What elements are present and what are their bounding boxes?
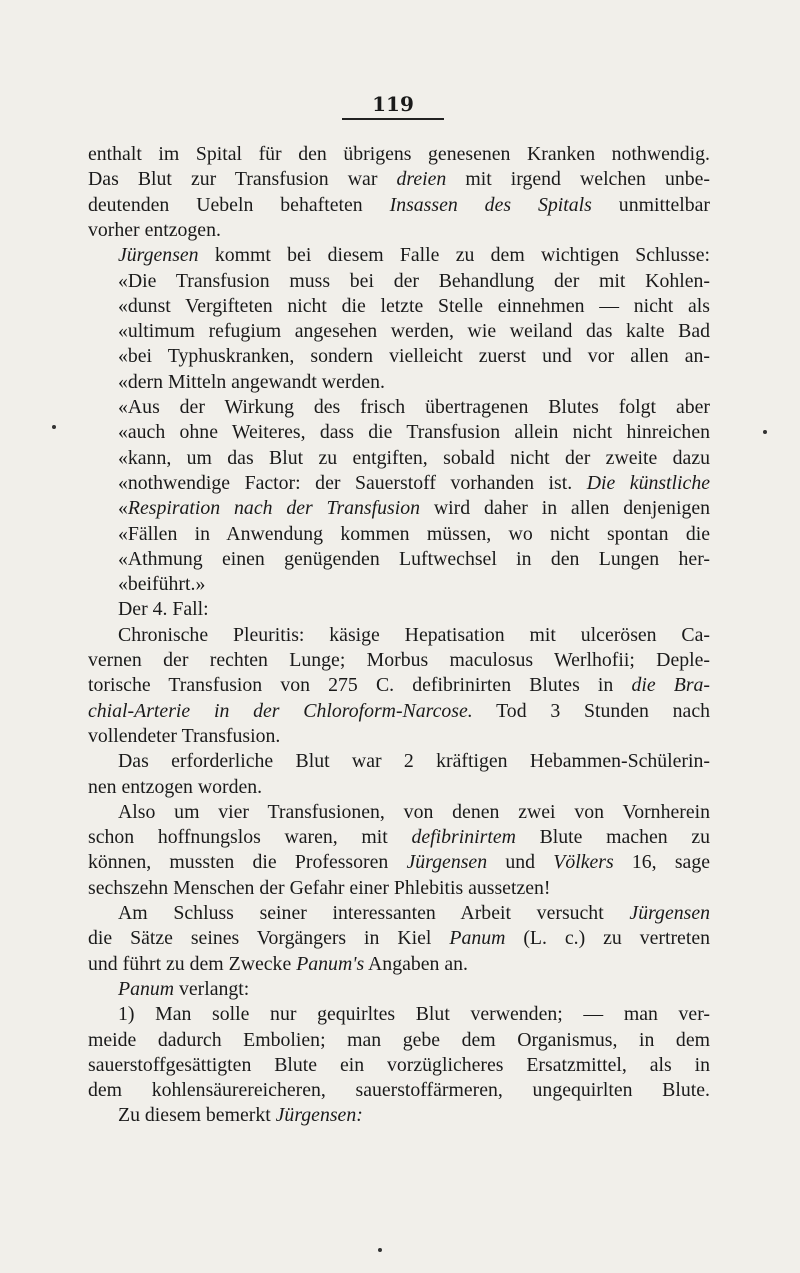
text-line — [88, 825, 710, 850]
text-line — [118, 977, 710, 1002]
text-segment: vorher entzogen. — [88, 218, 221, 241]
text-segment: können, mussten die Professoren — [88, 851, 407, 874]
text-line — [88, 775, 710, 800]
text-line — [118, 800, 710, 825]
text-segment: verlangt: — [174, 977, 250, 1000]
text-segment: die Sätze seines Vorgängers in Kiel — [88, 927, 450, 950]
print-speck — [378, 1248, 382, 1252]
text-segment: Zu diesem bemerkt — [118, 1104, 276, 1127]
italic-segment: Jürgensen: — [275, 1104, 363, 1127]
italic-segment: Panum — [449, 927, 506, 950]
italic-segment: Jürgensen — [629, 902, 710, 924]
text-segment: meide dadurch Embolien; man gebe dem Organismus, in dem — [88, 1028, 710, 1051]
italic-segment: chial-Arterie in der Chloroform-Narcose. — [88, 699, 473, 722]
italic-segment: Die künstliche — [586, 471, 710, 494]
text-line — [88, 876, 710, 901]
text-segment: «nothwendige Factor: der Sauerstoff vorhanden ist. — [118, 471, 587, 494]
italic-segment: dreien — [396, 168, 447, 191]
text-segment: «dunst Vergifteten nicht die letzte Stelle einnehmen — nicht als — [118, 294, 710, 317]
text-line — [118, 420, 710, 445]
text-segment: Am Schluss seiner interessanten Arbeit versucht — [118, 902, 630, 924]
text-line — [118, 294, 710, 319]
text-segment: «Aus der Wirkung des frisch übertragenen Blutes folgt aber — [118, 396, 710, 418]
text-segment: vernen der rechten Lunge; Morbus maculosus Werlhofii; Deple- — [88, 649, 710, 671]
italic-segment: Völkers — [553, 851, 614, 874]
text-segment: enthalt im Spital für den übrigens genesenen Kranken nothwendig. — [88, 143, 710, 165]
italic-segment: defibrinirtem — [411, 826, 516, 849]
text-segment: «dern Mitteln angewandt werden. — [118, 370, 385, 393]
text-segment: «auch ohne Weiteres, dass die Transfusion allein nicht hinreichen — [118, 421, 710, 444]
text-segment: wird daher in allen denjenigen — [420, 497, 710, 520]
text-segment: «kann, um das Blut zu entgiften, sobald nicht der zweite dazu — [118, 446, 710, 469]
text-line — [118, 471, 710, 496]
text-line — [88, 648, 710, 673]
text-line — [118, 547, 710, 572]
text-line — [88, 673, 710, 698]
text-line — [118, 749, 710, 774]
text-segment: «Die Transfusion muss bei der Behandlung der mit Kohlen- — [118, 269, 710, 292]
text-segment: mit irgend welchen unbe- — [446, 168, 710, 191]
text-line — [118, 319, 710, 344]
text-segment: kommt bei diesem Falle zu dem wichtigen Schlusse: — [198, 244, 710, 267]
text-line — [88, 926, 710, 951]
text-segment: Chronische Pleuritis: käsige Hepatisation mit ulcerösen Ca- — [118, 623, 710, 646]
text-segment: Also um vier Transfusionen, von denen zwei von Vornherein — [118, 800, 710, 823]
text-line — [118, 572, 710, 597]
text-line — [118, 344, 710, 369]
text-segment: 1) Man solle nur gequirltes Blut verwenden; — man ver- — [118, 1003, 710, 1026]
text-segment: und führt zu dem Zwecke — [88, 952, 297, 975]
text-segment: «Athmung einen genügenden Luftwechsel in den Lungen her- — [118, 547, 710, 570]
text-line — [118, 1103, 710, 1128]
italic-segment: Jürgensen — [118, 244, 199, 267]
text-segment: Das Blut zur Transfusion war — [88, 168, 397, 191]
text-segment: «bei Typhuskranken, sondern vielleicht zuerst und vor allen an- — [118, 345, 710, 368]
italic-segment: Jürgensen — [406, 851, 488, 874]
text-line — [118, 623, 710, 648]
text-segment: (L. c.) zu vertreten — [505, 927, 710, 950]
italic-segment: die Bra- — [631, 674, 710, 697]
text-segment: unmittelbar — [591, 193, 710, 216]
text-line — [118, 496, 710, 521]
italic-segment: Insassen des Spitals — [389, 193, 592, 216]
text-line — [88, 218, 710, 243]
text-segment: Der 4. Fall: — [118, 598, 209, 621]
text-line — [88, 850, 710, 875]
text-line — [88, 167, 710, 192]
text-line — [118, 901, 710, 926]
text-line — [118, 370, 710, 395]
text-segment: sechszehn Menschen der Gefahr einer Phlebitis aussetzen! — [88, 876, 551, 899]
text-segment: Blute machen zu — [515, 826, 710, 849]
text-line — [88, 1053, 710, 1078]
text-line — [88, 699, 710, 724]
italic-segment: Panum's — [296, 952, 365, 975]
text-segment: Das erforderliche Blut war 2 kräftigen Hebammen-Schülerin- — [118, 750, 710, 773]
text-line — [88, 724, 710, 749]
text-line — [118, 597, 710, 622]
text-segment: Angaben an. — [364, 952, 468, 975]
text-segment: schon hoffnungslos waren, mit — [88, 826, 412, 849]
text-segment: nen entzogen worden. — [88, 775, 263, 798]
text-segment: «ultimum refugium angesehen werden, wie weiland das kalte Bad — [118, 320, 710, 343]
text-line — [118, 1002, 710, 1027]
text-segment: dem kohlensäurereicheren, sauerstoffärmeren, ungequirlten Blute. — [88, 1079, 710, 1102]
text-line — [88, 1028, 710, 1053]
text-segment: 16, sage — [613, 851, 711, 874]
text-line — [88, 952, 710, 977]
text-segment: «beiführt.» — [118, 573, 206, 596]
text-line — [118, 243, 710, 268]
text-line — [88, 142, 710, 167]
italic-segment: Respiration nach der Transfusion — [127, 497, 420, 520]
text-line — [88, 1078, 710, 1103]
text-segment: « — [118, 497, 128, 520]
text-segment: torische Transfusion von 275 C. defibrinirten Blutes in — [88, 674, 632, 697]
italic-segment: Panum — [118, 977, 175, 1000]
text-line — [118, 522, 710, 547]
text-segment: und — [487, 851, 554, 874]
print-speck — [52, 425, 56, 429]
text-segment: sauerstoffgesättigten Blute ein vorzüglicheres Ersatzmittel, als in — [88, 1053, 710, 1076]
text-line — [88, 193, 710, 218]
print-speck — [763, 430, 767, 434]
text-line — [118, 269, 710, 294]
text-line — [118, 395, 710, 420]
text-segment: deutenden Uebeln behafteten — [88, 193, 390, 216]
text-segment: «Fällen in Anwendung kommen müssen, wo nicht spontan die — [118, 522, 710, 545]
text-line — [118, 446, 710, 471]
text-segment: vollendeter Transfusion. — [88, 724, 281, 747]
page-number: 119 — [342, 92, 444, 120]
text-segment: Tod 3 Stunden nach — [472, 699, 710, 722]
